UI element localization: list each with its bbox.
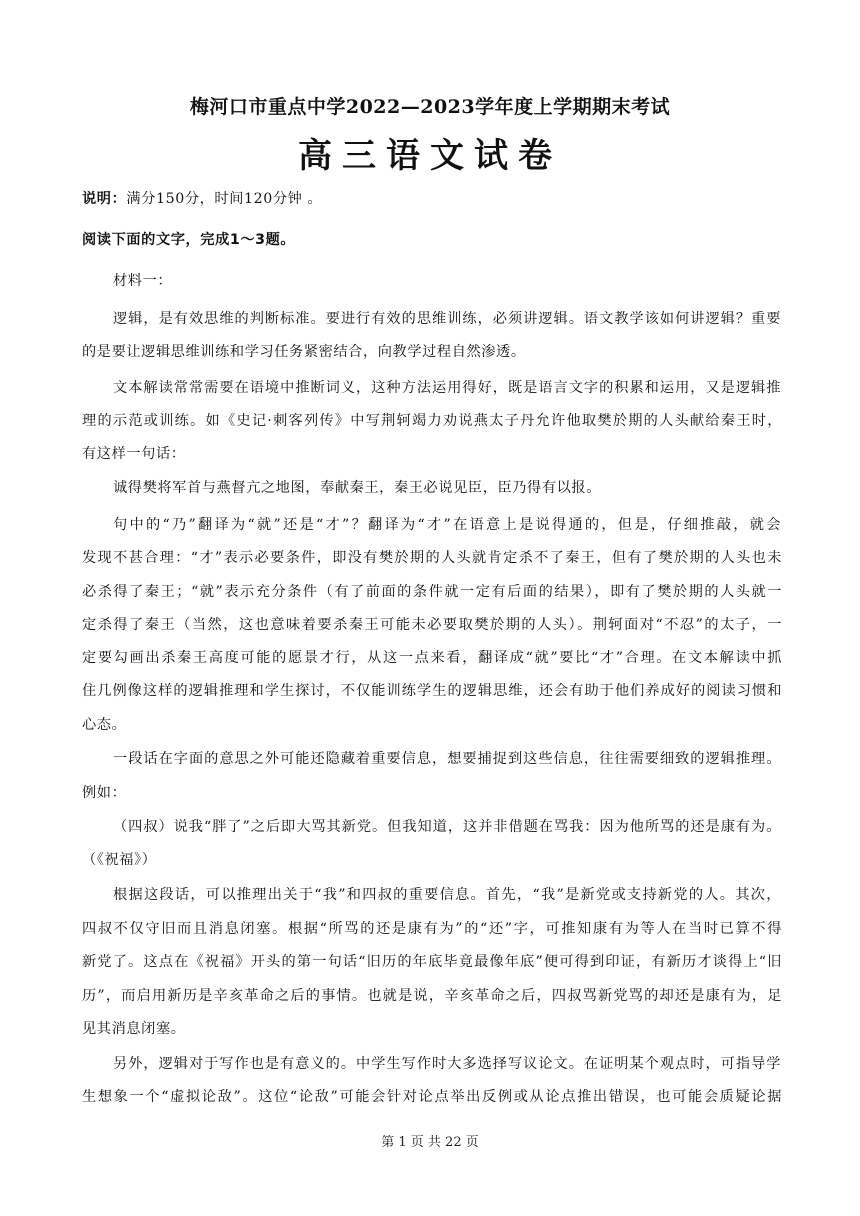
passage-line: 定要勾画出杀秦王高度可能的愿景才行，从这一点来看，翻译成“就”要比“才”合理。在文本解读中抓: [82, 650, 782, 666]
passage-line: 一段话在字面的意思之外可能还隐藏着重要信息，想要捕捉到这些信息，往往需要细致的逻辑推理。: [113, 751, 781, 767]
passage-line: 根据这段话，可以推理出关于“我”和四叔的重要信息。首先，“我”是新党或支持新党的人。其次，: [113, 887, 781, 903]
question-intro: 阅读下面的文字，完成1～3题。: [82, 232, 296, 248]
instructions-text: 满分150分，时间120分钟 。: [126, 191, 323, 207]
passage-line: 材料一：: [113, 273, 173, 289]
passage-line: 住几例像这样的逻辑推理和学生探讨，不仅能训练学生的逻辑思维，还会有助于他们养成好的阅读习惯和: [82, 683, 782, 699]
passage-line: 句中的“乃”翻译为“就”还是“才”？翻译为“才”在语意上是说得通的，但是，仔细推敲，就会: [113, 517, 781, 533]
passage-line: 发现不甚合理：“才”表示必要条件，即没有樊於期的人头就肯定杀不了秦王，但有了樊於期的人头也未: [82, 550, 782, 566]
passage-line: （《祝福》）: [82, 852, 157, 868]
passage-line: 诚得樊将军首与燕督亢之地图，奉献秦王，秦王必说见臣，臣乃得有以报。: [113, 480, 601, 496]
passage-line: 理的示范或训练。如《史记·刺客列传》中写荆轲竭力劝说燕太子丹允许他取樊於期的人头献给秦王时，: [82, 413, 782, 429]
passage-line: 例如：: [82, 785, 127, 801]
passage-line: 定杀得了秦王（当然，这也意味着要杀秦王可能未必要取樊於期的人头）。荆轲面对“不忍”的太子，一: [82, 617, 782, 633]
passage-line: 另外，逻辑对于写作也是有意义的。中学生写作时大多选择写议论文。在证明某个观点时，可指导学: [113, 1056, 781, 1072]
passage-line: 逻辑，是有效思维的判断标准。要进行有效的思维训练，必须讲逻辑。语文教学该如何讲逻辑？重要: [113, 311, 781, 327]
passage-line: 的是要让逻辑思维训练和学习任务紧密结合，向教学过程自然渗透。: [82, 344, 526, 360]
exam-title: 梅河口市重点中学2022—2023学年度上学期期末考试: [189, 96, 671, 118]
passage-line: 生想象一个“虚拟论敌”。这位“论敌”可能会针对论点举出反例或从论点推出错误，也可能会质疑论据: [82, 1089, 782, 1105]
page-footer: 第 1 页 共 22 页: [381, 1135, 479, 1150]
passage-line: 四叔不仅守旧而且消息闭塞。根据“所骂的还是康有为”的“还”字，可推知康有为等人在当时已算不得: [82, 921, 782, 937]
passage-line: 新党了。这点在《祝福》开头的第一句话“旧历的年底毕竟最像年底”便可得到印证，有新历才谈得上“旧: [82, 954, 782, 970]
paper-title: 高三语文试卷: [298, 136, 562, 176]
instructions: [82, 188, 782, 208]
passage-line: （四叔）说我“胖了”之后即大骂其新党。但我知道，这并非借题在骂我：因为他所骂的还是康有为。: [113, 819, 781, 835]
passage-line: 有这样一句话：: [82, 446, 186, 462]
passage-line: 见其消息闭塞。: [82, 1021, 186, 1037]
passage-line: 历”，而启用新历是辛亥革命之后的事情。也就是说，辛亥革命之后，四叔骂新党骂的却还是康有为，足: [82, 988, 782, 1004]
instructions-label: 说明：: [82, 191, 127, 207]
passage-line: 心态。: [82, 717, 127, 733]
passage-line: 文本解读常常需要在语境中推断词义，这种方法运用得好，既是语言文字的积累和运用，又是逻辑推: [113, 380, 781, 396]
passage-line: 必杀得了秦王；“就”表示充分条件（有了前面的条件就一定有后面的结果），即有了樊於期的人头就一: [82, 584, 782, 600]
